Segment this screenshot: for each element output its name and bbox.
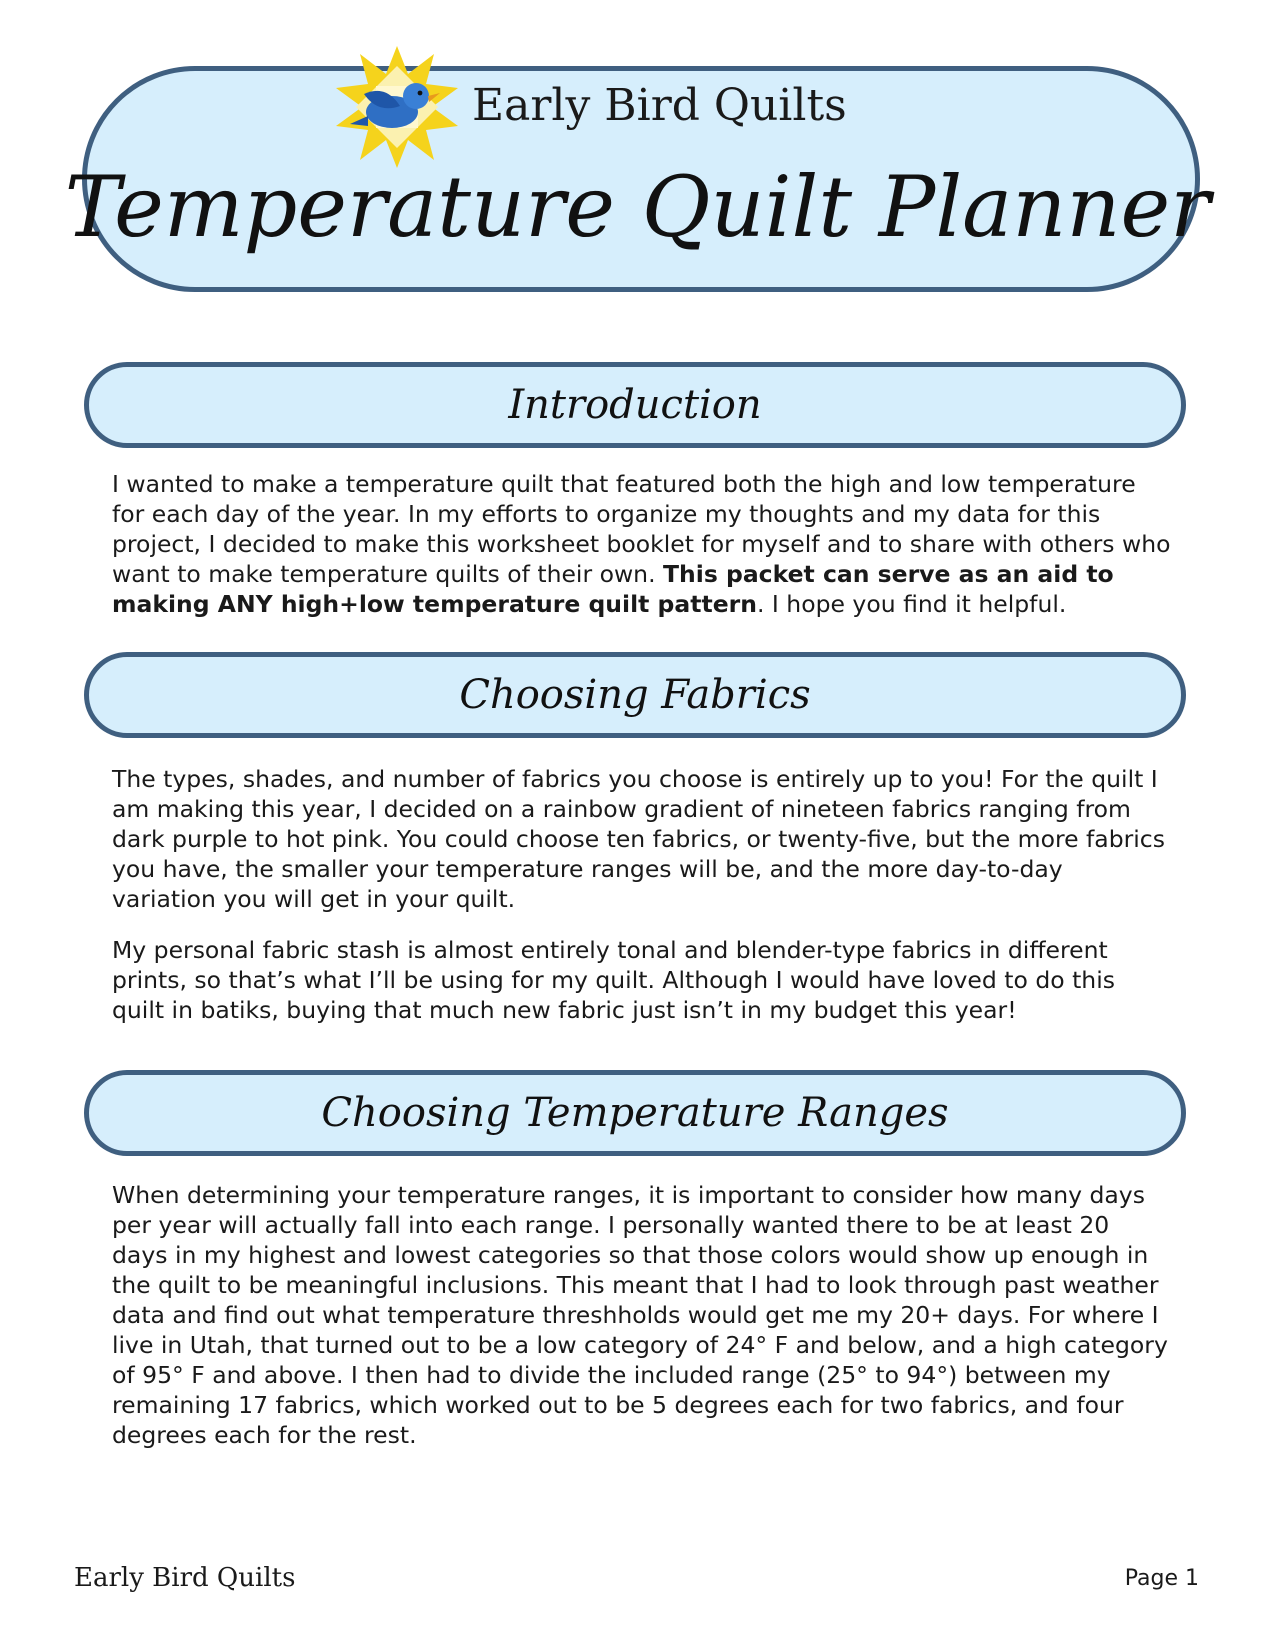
section-title: Choosing Fabrics bbox=[459, 672, 811, 718]
page-number: Page 1 bbox=[1124, 1566, 1199, 1591]
section-title: Choosing Temperature Ranges bbox=[321, 1090, 949, 1136]
ranges-paragraph: When determining your temperature ranges, it is important to consider how many days per year will actually fall into each range. I personally wanted there to be at least 20 days in my highest and lowest categories so that those colors would show up enough in the quilt to be meaningful inclusions. This meant that I had to look through past weather data and find out what temperature threshholds would get me my 20+ days. For where I live in Utah, that turned out to be a low category of 24° F and below, and a high category of 95° F and above. I then had to divide the included range (25° to 94°) between my remaining 17 fabrics, which worked out to be 5 degrees each for two fabrics, and four degrees each for the rest. bbox=[112, 1181, 1168, 1449]
page-title: Temperature Quilt Planner bbox=[64, 158, 1211, 256]
section-title: Introduction bbox=[508, 382, 762, 428]
footer-brand: Early Bird Quilts bbox=[74, 1563, 296, 1593]
bird-star-logo-icon bbox=[334, 44, 460, 170]
header-brand: Early Bird Quilts bbox=[472, 80, 847, 131]
intro-paragraph: I wanted to make a temperature quilt that featured both the high and low temperature for each day of the year. In my efforts to organize my thoughts and my data for this project, I decided to make this worksheet booklet for myself and to share with others who want to make temperature quilts of their own. This packet can serve as an aid to making ANY high+low temperature quilt pattern. I hope you find it helpful. bbox=[112, 470, 1171, 618]
section-header-choosing-temperature-ranges bbox=[84, 1070, 1186, 1156]
section-header-choosing-fabrics bbox=[84, 652, 1186, 738]
section-header-introduction bbox=[84, 362, 1186, 448]
fabrics-paragraph-2: My personal fabric stash is almost entirely tonal and blender-type fabrics in different prints, so that’s what I’ll be using for my quilt. Although I would have loved to do this quilt in batiks, buying that much new fabric just isn’t in my budget this year! bbox=[112, 936, 1115, 1024]
fabrics-paragraph-1: The types, shades, and number of fabrics you choose is entirely up to you! For the quilt I am making this year, I decided on a rainbow gradient of nineteen fabrics ranging from dark purple to hot pink. You could choose ten fabrics, or twenty-five, but the more fabrics you have, the smaller your temperature ranges will be, and the more day-to-day variation you will get in your quilt. bbox=[112, 765, 1165, 913]
